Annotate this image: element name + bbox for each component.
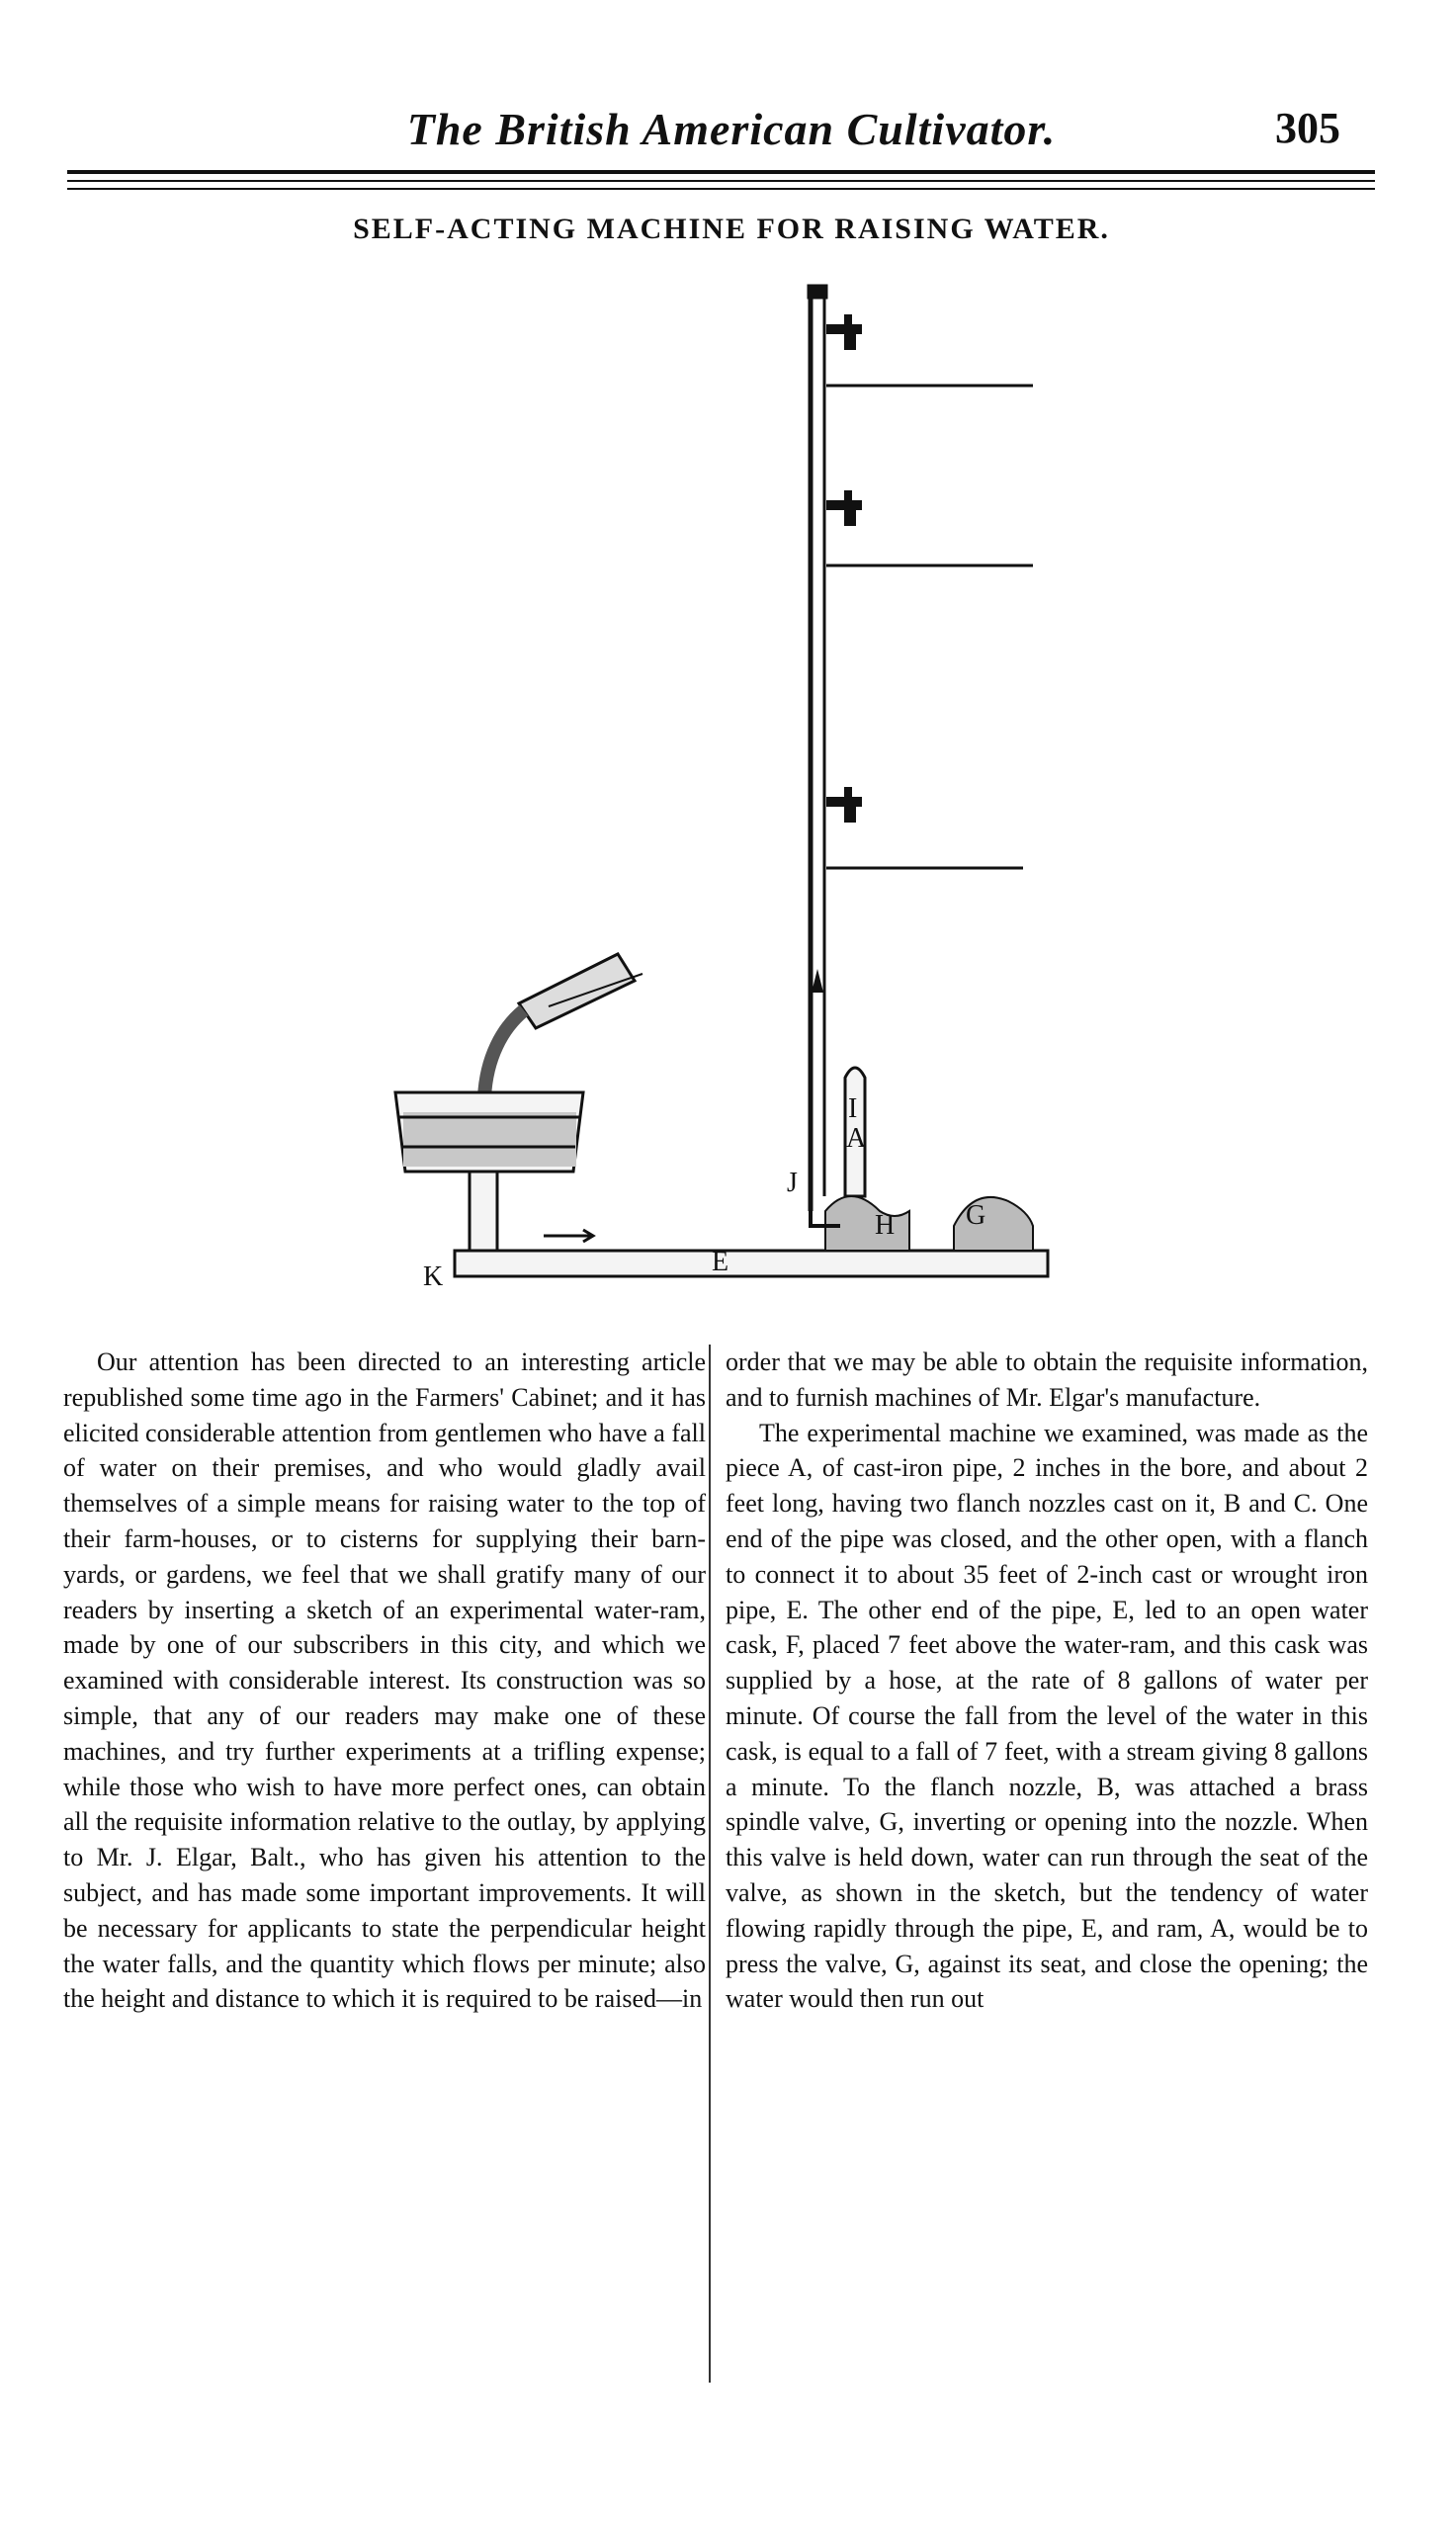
body-column-right	[726, 1345, 1368, 2017]
water-stream	[484, 1010, 524, 1097]
body-column-left	[63, 1345, 706, 2017]
header-rule-thick	[67, 170, 1375, 174]
label-K: K	[423, 1261, 444, 1292]
label-I: I	[848, 1093, 858, 1124]
page-number: 305	[1275, 104, 1340, 152]
column-divider	[709, 1345, 711, 2383]
flow-right-arrow	[544, 1230, 593, 1242]
header-rule-thin-2	[67, 188, 1375, 190]
article-title: SELF-ACTING MACHINE FOR RAISING WATER.	[353, 213, 1110, 245]
body-paragraph: Our attention has been directed to an interesting article republished some time ago in the Farmers' Cabinet; and it has elicited considerable attention from gentlemen who have a fall of water on their premises, and who would gladly avail themselves of a simple means for raising water to the top of their farm-houses, or to cisterns for supplying their barn-yards, or gardens, we feel that we shall gratify many of our readers by inserting a sketch of an experimental water-ram, made by one of our subscribers in this city, and which we examined with considerable interest. Its construction was so simple, that any of our readers may make one of these machines, and try further experiments at a trifling expense; while those who wish to have more perfect ones, can obtain all the requisite information relative to the outlay, by applying to Mr. J. Elgar, Balt., who has given his attention to the subject, and has made some important improvements. It will be necessary for applicants to state the perpendicular height the water falls, and the quantity which flows per minute; also the height and distance to which it is required to be raised—in	[63, 1347, 706, 2014]
delivery-pipe	[808, 285, 827, 1211]
supply-downpipe	[470, 1172, 497, 1260]
label-H: H	[875, 1210, 896, 1241]
label-E: E	[712, 1247, 729, 1277]
label-G: G	[966, 1200, 986, 1231]
label-J: J	[787, 1168, 798, 1198]
flow-up-arrow	[812, 969, 823, 993]
supply-trough	[519, 954, 642, 1028]
ram-valves	[825, 1196, 1033, 1251]
water-cask	[395, 1092, 583, 1172]
tap-middle-icon	[826, 490, 862, 526]
label-A: A	[846, 1123, 867, 1154]
tap-top-icon	[826, 314, 862, 350]
water-ram-illustration	[376, 277, 1127, 1305]
header-rule-thin	[67, 180, 1375, 182]
tap-lower-icon	[826, 787, 862, 823]
body-paragraph-continued: order that we may be able to obtain the requisite information, and to furnish machines of Mr. Elgar's manufacture.	[726, 1347, 1368, 1412]
running-header-title: The British American Cultivator.	[406, 104, 1057, 154]
body-paragraph: The experimental machine we examined, was made as the piece A, of cast-iron pipe, 2 inches in the bore, and about 2 feet long, having two flanch nozzles cast on it, B and C. One end of the pipe was closed, and the other open, with a flanch to connect it to about 35 feet of 2-inch cast or wrought iron pipe, E. The other end of the pipe, E, led to an open water cask, F, placed 7 feet above the water-ram, and this cask was supplied by a hose, at the rate of 8 gallons of water per minute. Of course the fall from the level of the water in this cask, is equal to a fall of 7 feet, with a stream giving 8 gallons a minute. To the flanch nozzle, B, was attached a brass spindle valve, G, inverting or opening into the nozzle. When this valve is held down, water can run through the seat of the valve, as shown in the sketch, but the tendency of water flowing rapidly through the pipe, E, and ram, A, would be to press the valve, G, against its seat, and close the opening; the water would then run out	[726, 1418, 1368, 2014]
drive-pipe	[455, 1251, 1048, 1276]
